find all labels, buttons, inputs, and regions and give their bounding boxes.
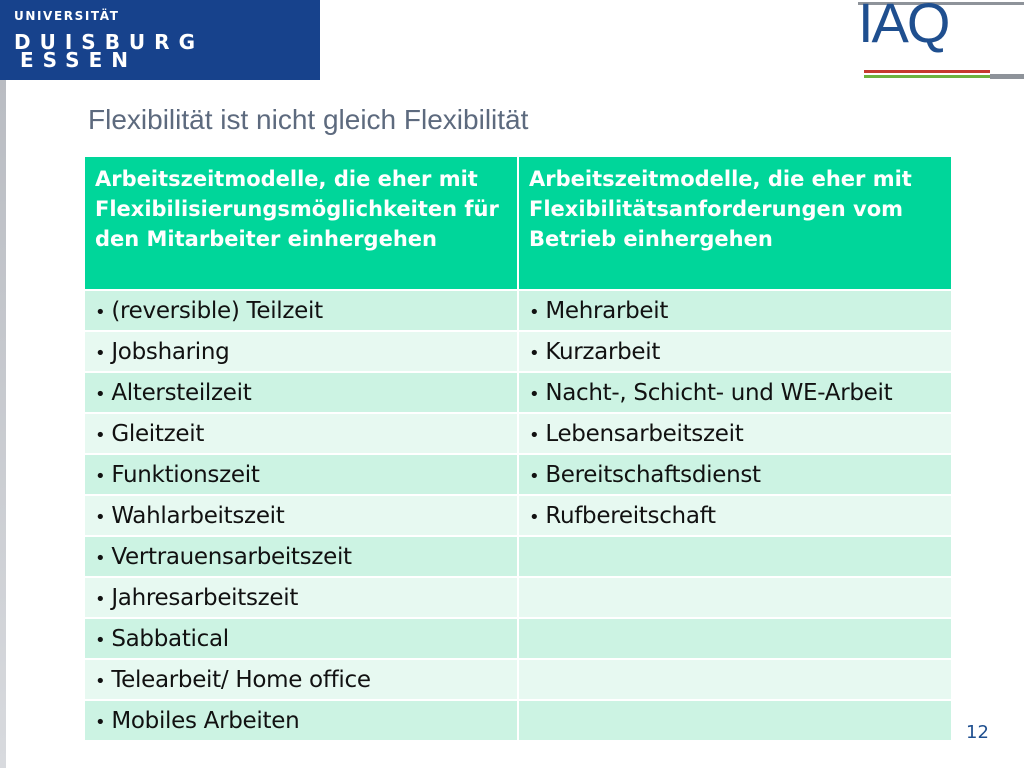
header-employee-flexibility: Arbeitszeitmodelle, die eher mit Flexibilisierungsmöglichkeiten für den Mitarbeiter einhergehen <box>85 157 518 290</box>
bullet-icon: • <box>529 424 540 446</box>
left-decor-bar <box>0 78 6 768</box>
work-time-models-table <box>85 157 951 740</box>
bullet-icon: • <box>95 629 106 651</box>
table-row <box>85 577 951 618</box>
bullet-icon: • <box>95 465 106 487</box>
iaq-logo-text: IAQ <box>858 0 949 54</box>
cell-employee-model <box>85 413 518 454</box>
iaq-logo <box>858 2 1024 86</box>
cell-text: Sabbatical <box>111 625 229 652</box>
table-row <box>85 413 951 454</box>
logo-line-universitaet: UNIVERSITÄT <box>14 9 120 23</box>
cell-text: Lebensarbeitszeit <box>545 420 744 447</box>
page-number: 12 <box>966 722 989 743</box>
logo-line-essen: ESSEN <box>20 48 137 72</box>
cell-company-model <box>518 700 951 740</box>
cell-company-model <box>518 372 951 413</box>
cell-company-model <box>518 659 951 700</box>
cell-text: Jahresarbeitszeit <box>111 584 299 611</box>
cell-text: Gleitzeit <box>111 420 205 447</box>
bullet-icon: • <box>95 301 106 323</box>
cell-employee-model <box>85 659 518 700</box>
bullet-icon: • <box>529 383 540 405</box>
cell-text: Mobiles Arbeiten <box>111 707 300 734</box>
cell-company-model <box>518 577 951 618</box>
cell-company-model <box>518 413 951 454</box>
cell-employee-model <box>85 331 518 372</box>
cell-employee-model <box>85 454 518 495</box>
cell-text: Wahlarbeitszeit <box>111 502 285 529</box>
cell-company-model <box>518 495 951 536</box>
table-row <box>85 454 951 495</box>
logo-line-duisburg: DUISBURG <box>14 30 204 54</box>
bullet-icon: • <box>529 301 540 323</box>
iaq-logo-green-stripe <box>864 75 990 78</box>
bullet-icon: • <box>95 711 106 733</box>
cell-employee-model <box>85 618 518 659</box>
bullet-icon: • <box>529 506 540 528</box>
cell-text: Vertrauensarbeitszeit <box>111 543 352 570</box>
cell-text: Rufbereitschaft <box>545 502 716 529</box>
table-header-row <box>85 157 951 290</box>
cell-company-model <box>518 454 951 495</box>
iaq-logo-grey-stripe <box>990 74 1024 79</box>
table-row <box>85 659 951 700</box>
cell-text: Bereitschaftsdienst <box>545 461 761 488</box>
cell-employee-model <box>85 372 518 413</box>
iaq-logo-red-stripe <box>864 70 990 73</box>
bullet-icon: • <box>95 588 106 610</box>
table-body <box>85 290 951 740</box>
cell-company-model <box>518 618 951 659</box>
bullet-icon: • <box>529 342 540 364</box>
cell-employee-model <box>85 700 518 740</box>
bullet-icon: • <box>95 342 106 364</box>
table-row <box>85 372 951 413</box>
cell-employee-model <box>85 495 518 536</box>
cell-employee-model <box>85 536 518 577</box>
cell-text: Jobsharing <box>111 338 230 365</box>
table-row <box>85 331 951 372</box>
bullet-icon: • <box>95 424 106 446</box>
bullet-icon: • <box>95 547 106 569</box>
slide-title: Flexibilität ist nicht gleich Flexibilität <box>88 104 529 135</box>
table-row <box>85 495 951 536</box>
cell-text: Kurzarbeit <box>545 338 661 365</box>
bullet-icon: • <box>95 506 106 528</box>
bullet-icon: • <box>95 670 106 692</box>
cell-company-model <box>518 331 951 372</box>
bullet-icon: • <box>95 383 106 405</box>
header-company-flexibility: Arbeitszeitmodelle, die eher mit Flexibilitätsanforderungen vom Betrieb einhergehen <box>518 157 951 290</box>
cell-text: Altersteilzeit <box>111 379 252 406</box>
cell-company-model <box>518 536 951 577</box>
cell-company-model <box>518 290 951 331</box>
table-row <box>85 290 951 331</box>
cell-employee-model <box>85 577 518 618</box>
cell-text: Nacht-, Schicht- und WE-Arbeit <box>545 379 893 406</box>
cell-text: (reversible) Teilzeit <box>111 297 323 324</box>
table-row <box>85 618 951 659</box>
cell-text: Funktionszeit <box>111 461 260 488</box>
cell-employee-model <box>85 290 518 331</box>
bullet-icon: • <box>529 465 540 487</box>
table-row <box>85 536 951 577</box>
cell-text: Telearbeit/ Home office <box>111 666 371 693</box>
cell-text: Mehrarbeit <box>545 297 669 324</box>
table-row <box>85 700 951 740</box>
university-logo <box>0 0 320 80</box>
